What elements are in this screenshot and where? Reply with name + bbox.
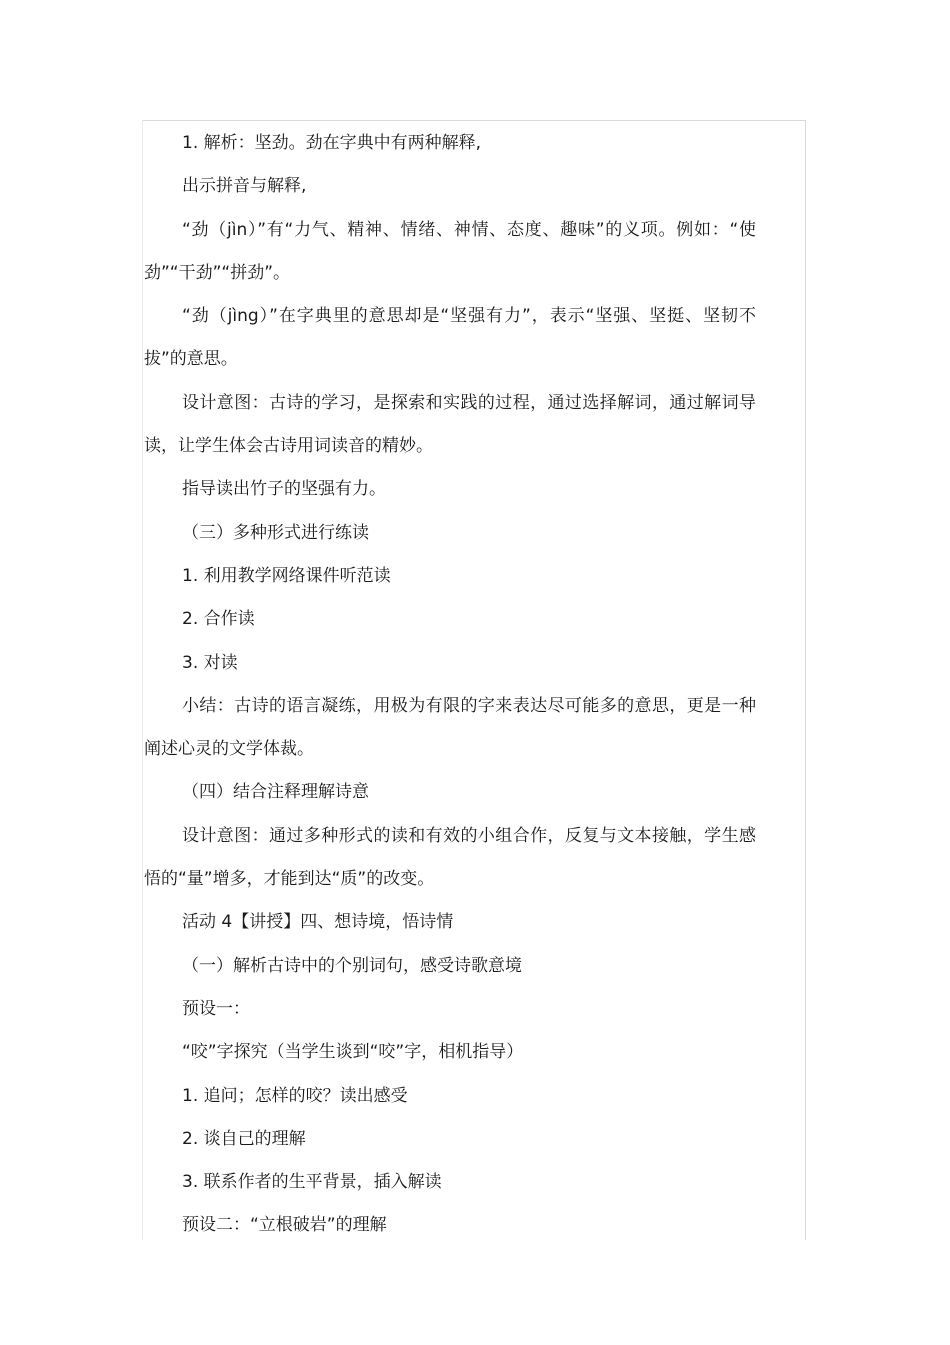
summary-paragraph: 小结：古诗的语言凝练，用极为有限的字来表达尽可能多的意思，更是一种阐述心灵的文学体裁。: [144, 695, 756, 760]
preset-list-item-3: 3. 联系作者的生平背景，插入解读: [182, 1172, 442, 1193]
subsection-heading-1: （一）解析古诗中的个别词句，感受诗歌意境: [182, 955, 522, 976]
paragraph-6: 指导读出竹子的坚强有力。: [182, 479, 386, 500]
preset-list-item-1: 1. 追问；怎样的咬？读出感受: [182, 1085, 408, 1106]
preset-list-item-2: 2. 谈自己的理解: [182, 1128, 306, 1149]
list-item-2: 2. 合作读: [182, 609, 255, 630]
section-heading-4: （四）结合注释理解诗意: [182, 782, 369, 803]
preset-one-topic: “咬”字探究（当学生谈到“咬”字，相机指导）: [182, 1042, 524, 1063]
paragraph-3: “劲（jìn）”有“力气、精神、情绪、神情、态度、趣味”的义项。例如：“使劲”“干劲”“拼劲”。: [144, 219, 756, 283]
section-heading-3: （三）多种形式进行练读: [182, 522, 369, 543]
paragraph-5: 设计意图：古诗的学习，是探索和实践的过程，通过选择解词，通过解词导读，让学生体会古诗用词读音的精妙。: [144, 392, 756, 457]
preset-two-label: 预设二：“立根破岩”的理解: [182, 1215, 387, 1236]
activity-heading: 活动 4【讲授】四、想诗境，悟诗情: [182, 912, 454, 933]
paragraph-2: 出示拼音与解释,: [182, 176, 307, 197]
list-item-3: 3. 对读: [182, 652, 238, 673]
list-item-1: 1. 利用教学网络课件听范读: [182, 565, 391, 586]
preset-one-label: 预设一：: [182, 998, 250, 1019]
document-body: [144, 122, 756, 1248]
design-intent-paragraph: 设计意图：通过多种形式的读和有效的小组合作，反复与文本接触，学生感悟的“量”增多，才能到达“质”的改变。: [144, 825, 756, 890]
paragraph-1: 1. 解析：坚劲。劲在字典中有两种解释,: [182, 133, 482, 153]
paragraph-4: “劲（jìng）”在字典里的意思却是“坚强有力”，表示“坚强、坚挺、坚韧不拔”的意思。: [144, 306, 756, 370]
